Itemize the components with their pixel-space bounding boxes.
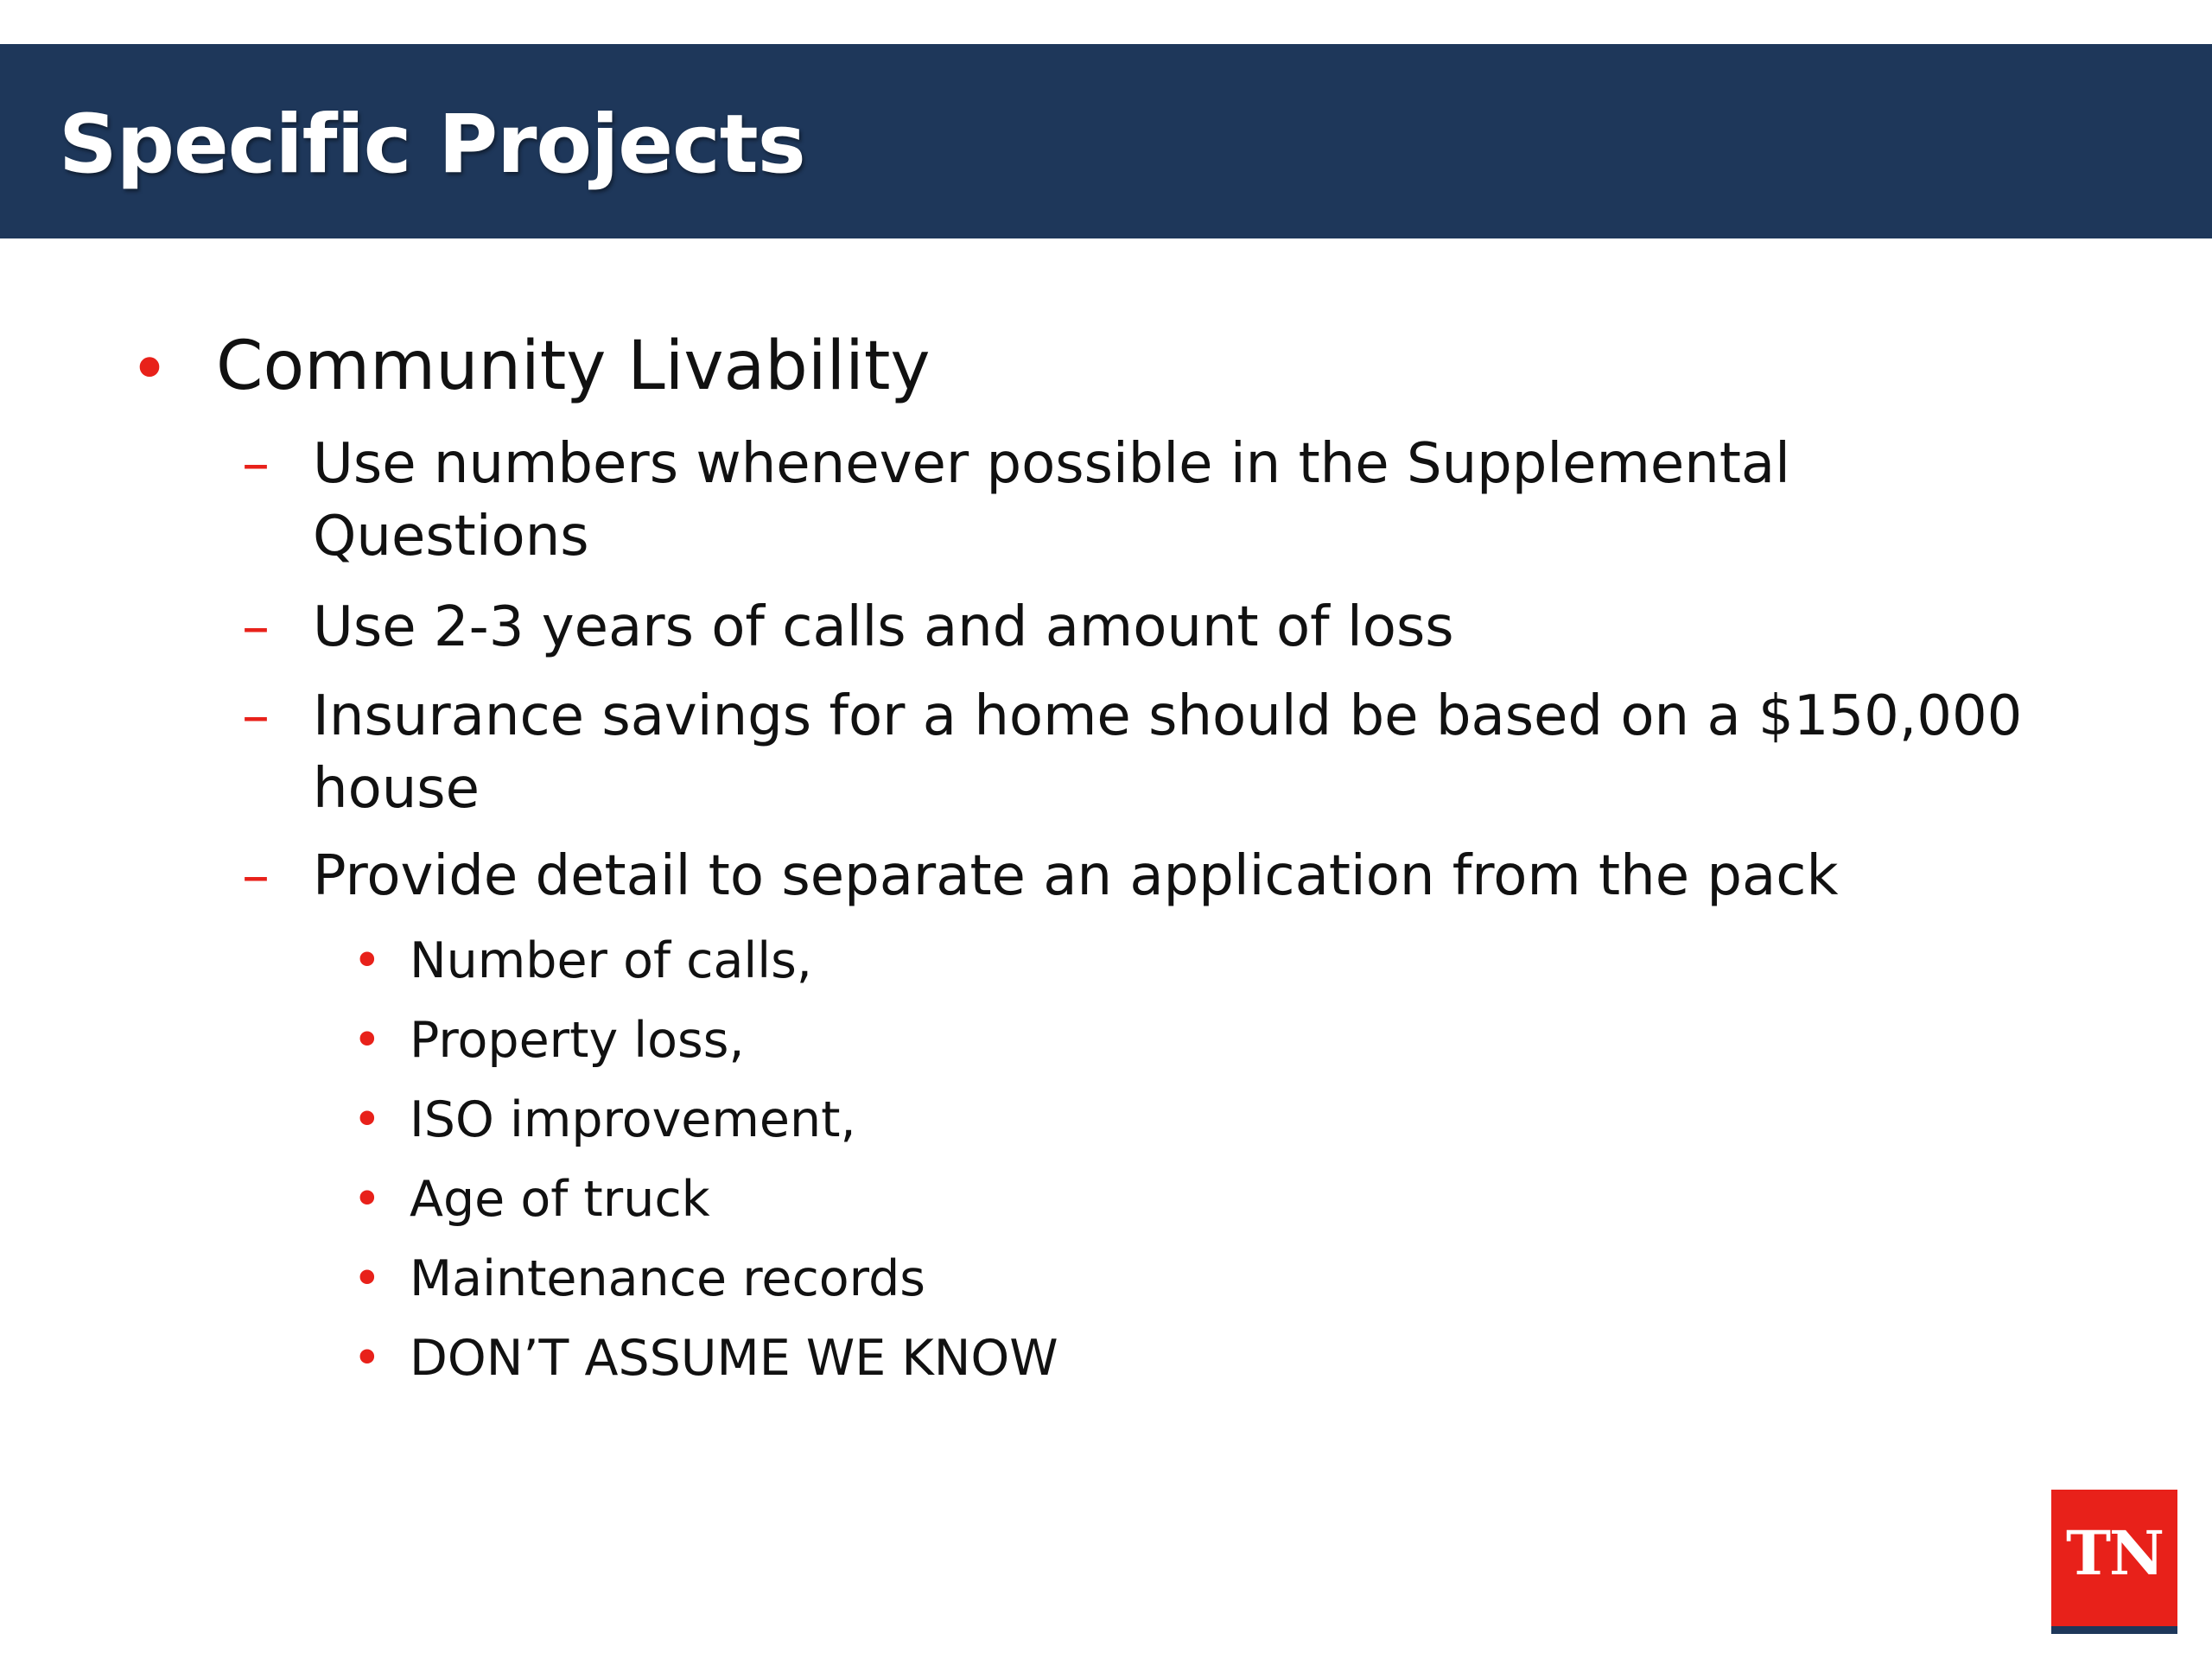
sub-item-text: Use numbers whenever possible in the Supplemental xyxy=(313,432,1790,496)
tn-logo-stripe xyxy=(2051,1626,2177,1634)
sub-item-text: Insurance savings for a home should be based on a $150,000 xyxy=(313,684,2023,748)
dash-marker: – xyxy=(242,684,270,748)
bullet-marker: • xyxy=(353,1091,382,1148)
sub-item-text: Provide detail to separate an application from the pack xyxy=(313,844,1839,908)
detail-item-text: Number of calls, xyxy=(410,932,812,989)
dash-marker: – xyxy=(242,432,270,496)
sub-item-text: house xyxy=(313,757,480,821)
detail-item-text: Age of truck xyxy=(410,1171,710,1228)
dash-marker: – xyxy=(242,844,270,908)
tn-logo xyxy=(2051,1490,2177,1631)
detail-item-text: DON’T ASSUME WE KNOW xyxy=(410,1330,1058,1387)
bullet-marker: • xyxy=(353,1250,382,1307)
slide-title: Specific Projects xyxy=(59,98,805,192)
bullet-marker: • xyxy=(353,1171,382,1228)
tn-logo-text: TN xyxy=(2065,1517,2164,1589)
bullet-marker: • xyxy=(353,932,382,989)
bullet-main-text: Community Livability xyxy=(216,327,931,405)
bullet-marker: • xyxy=(353,1330,382,1387)
sub-item-text: Questions xyxy=(313,505,589,569)
detail-item-text: ISO improvement, xyxy=(410,1091,856,1148)
dash-marker: – xyxy=(242,595,270,659)
detail-item-text: Property loss, xyxy=(410,1012,745,1069)
bullet-marker: • xyxy=(130,331,170,409)
detail-item-text: Maintenance records xyxy=(410,1250,925,1307)
sub-item-text: Use 2-3 years of calls and amount of loss xyxy=(313,595,1454,659)
bullet-marker: • xyxy=(353,1012,382,1069)
